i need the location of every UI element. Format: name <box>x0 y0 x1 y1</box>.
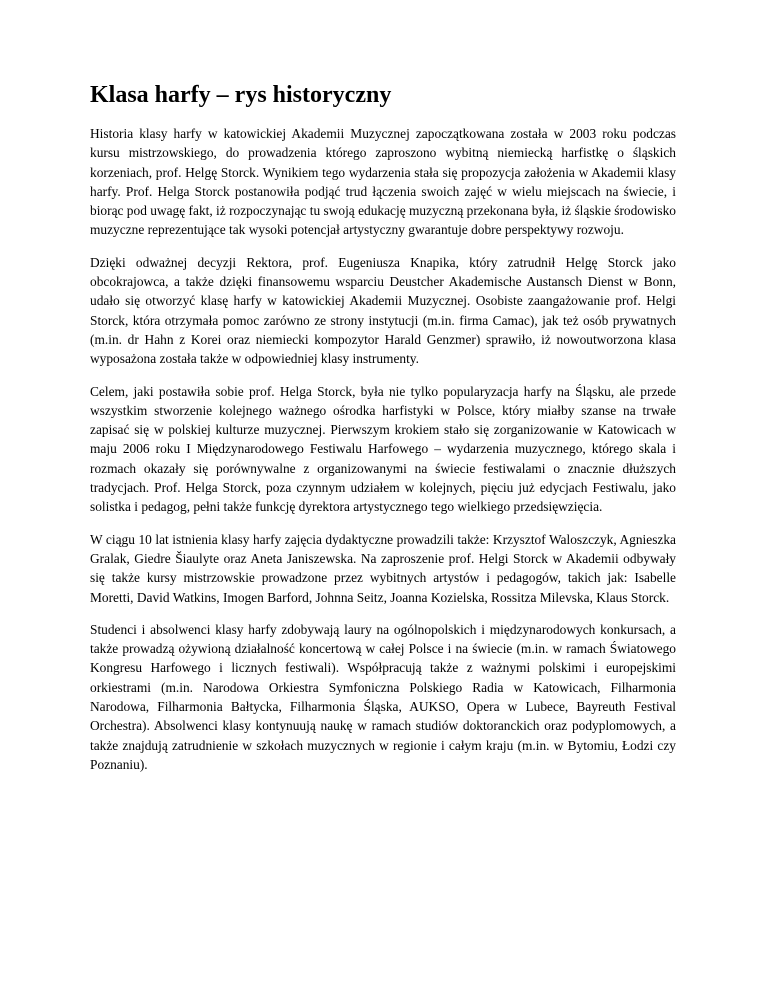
paragraph-history-origin: Historia klasy harfy w katowickiej Akademii Muzycznej zapoczątkowana została w 2003 roku podczas kursu mistrzowskiego, do prowadzenia którego zaproszono wybitną niemiecką harfistkę o śląskich korzeniach, prof. Helgę Storck. Wynikiem tego wydarzenia stała się propozycja założenia w Akademii klasy harfy. Prof. Helga Storck postanowiła podjąć trud łączenia swoich zajęć w wielu miejscach na świecie, i biorąc pod uwagę fakt, iż rozpoczynając tu swoją edukację muzyczną przekonana była, iż śląskie środowisko muzyczne reprezentujące tak wysoki potencjał artystyczny gwarantuje dobre perspektywy rozwoju. <box>90 126 676 238</box>
paragraph-students-achievements: Studenci i absolwenci klasy harfy zdobywają laury na ogólnopolskich i międzynarodowych konkursach, a także prowadzą ożywioną działalność koncertową w całej Polsce i na świecie (m.in. w ramach Światowego Kongresu Harfowego i licznych festiwali). Współpracują także z ważnymi polskimi i europejskimi orkiestrami (m.in. Narodowa Orkiestra Symfoniczna Polskiego Radia w Katowicach, Filharmonia Narodowa, Filharmonia Bałtycka, Filharmonia Śląska, AUKSO, Opera w Lubece, Bayreuth Festival Orchestra). Absolwenci klasy kontynuują naukę w ramach studiów doktoranckich oraz podyplomowych, a także znajdują zatrudnienie w szkołach muzycznych w regionie i całym kraju (m.in. w Bytomiu, Łodzi czy Poznaniu). <box>90 621 676 772</box>
document-title: Klasa harfy – rys historyczny <box>90 82 392 108</box>
paragraph-festival-goal: Celem, jaki postawiła sobie prof. Helga Storck, była nie tylko popularyzacja harfy na Śląsku, ale przede wszystkim stworzenie kolejnego ważnego ośrodka harfistyki w Polsce, który miałby szanse na trwałe zapisać się w polskiej kulturze muzycznej. Pierwszym krokiem stało się zorganizowanie w Katowicach w maju 2006 roku I Międzynarodowego Festiwalu Harfowego – wydarzenia muzycznego, którego skala i rozmach okazały się porównywalne z organizowanymi na świecie festiwalami o znacznie dłuższych tradycjach. Prof. Helga Storck, poza czynnym udziałem w kolejnych, pięciu już edycjach Festiwalu, jako solistka i pedagog, pełni także funkcję dyrektora artystycznego tego wielkiego przedsięwzięcia. <box>90 383 676 515</box>
paragraph-rector-decision: Dzięki odważnej decyzji Rektora, prof. Eugeniusza Knapika, który zatrudnił Helgę Storck jako obcokrajowca, a także dzięki finansowemu wsparciu Deustcher Akademische Austansch Dienst w Bonn, udało się otworzyć klasę harfy w katowickiej Akademii Muzycznej. Osobiste zaangażowanie prof. Helgi Storck, która otrzymała pomoc zarówno ze strony instytucji (m.in. firma Camac), jak też osób prywatnych (m.in. dr Hahn z Korei oraz niemiecki kompozytor Harald Genzmer) sprawiło, iż nowoutworzona klasa wyposażona została także w odpowiedniej klasy instrumenty. <box>90 254 676 367</box>
paragraph-teachers: W ciągu 10 lat istnienia klasy harfy zajęcia dydaktyczne prowadzili także: Krzysztof Waloszczyk, Agnieszka Gralak, Giedre Šiaulyte oraz Aneta Janiszewska. Na zaproszenie prof. Helgi Storck w Akademii odbywały się także kursy mistrzowskie prowadzone przez wybitnych artystów i pedagogów, takich jak: Isabelle Moretti, David Watkins, Imogen Barford, Johnna Seitz, Joanna Kozielska, Rossitza Milevska, Klaus Storck. <box>90 531 676 605</box>
document-page <box>90 80 676 787</box>
